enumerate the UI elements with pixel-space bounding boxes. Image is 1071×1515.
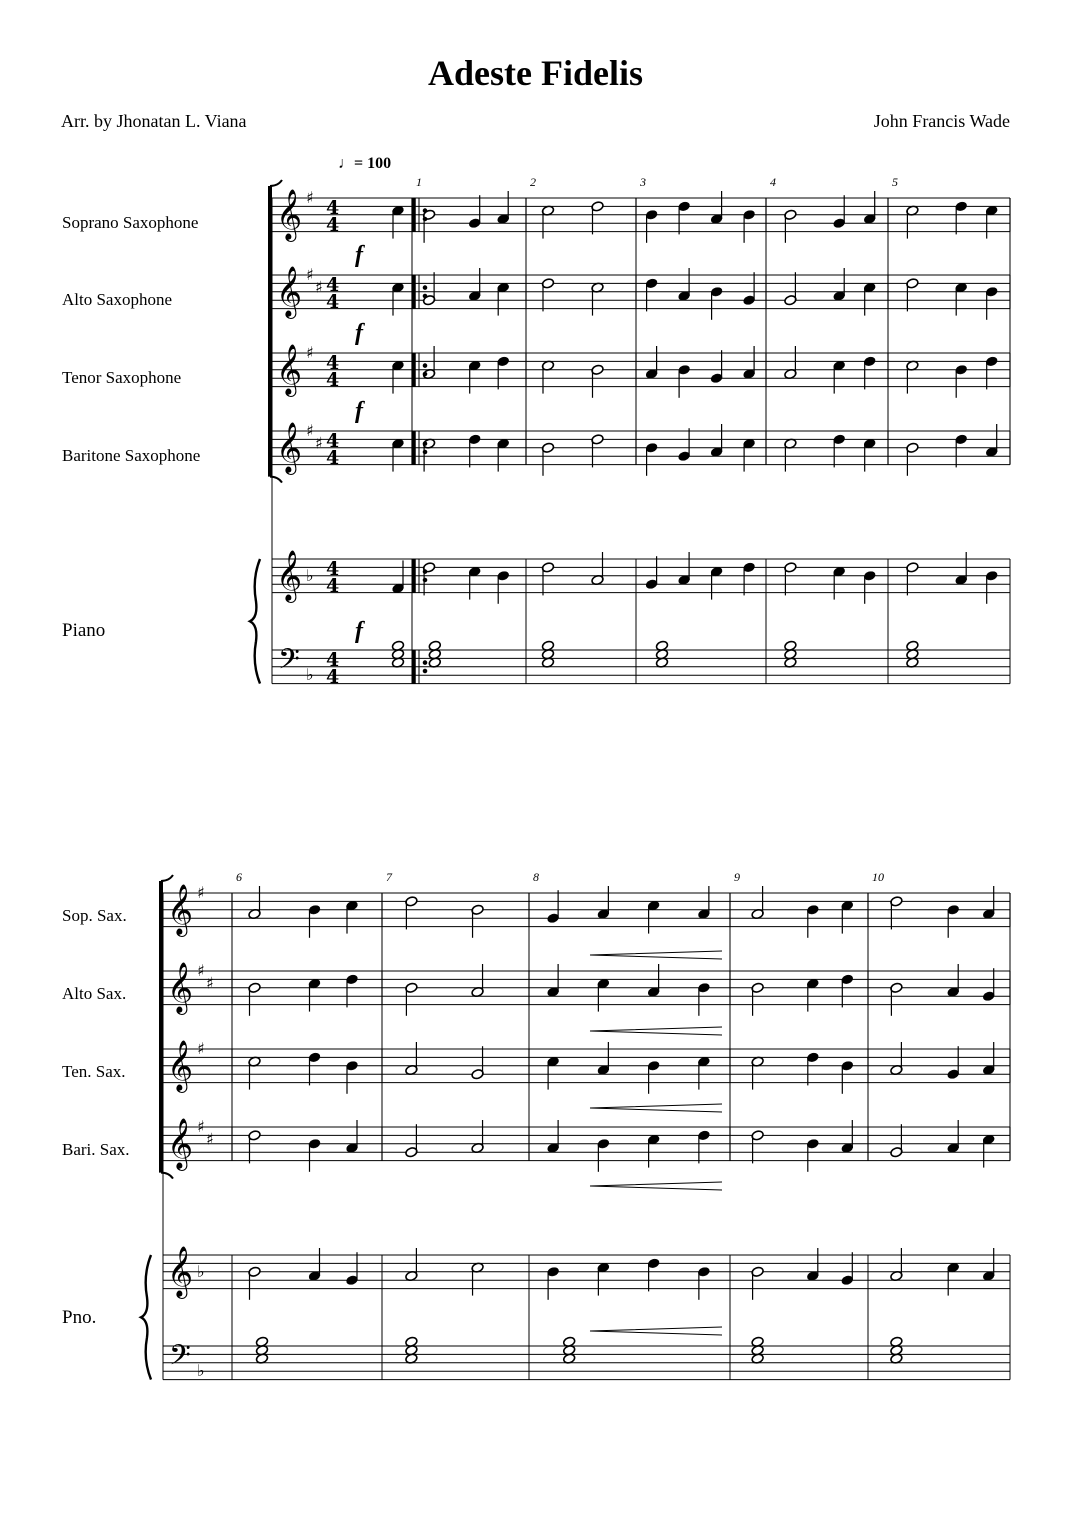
measure-number: 8 — [533, 870, 539, 884]
measure-number: 10 — [872, 870, 884, 884]
time-signature-denominator: 4 — [326, 369, 340, 391]
time-signature-denominator: 4 — [326, 575, 340, 597]
composer-credit: John Francis Wade — [873, 111, 1010, 131]
instrument-name-tenor: Tenor Saxophone — [62, 368, 182, 387]
measure-number: 2 — [530, 175, 536, 189]
sharp-icon: ♯ — [306, 343, 314, 362]
repeat-dot — [423, 669, 427, 673]
repeat-dot — [423, 661, 427, 665]
instrument-name-baritone: Baritone Saxophone — [62, 446, 201, 465]
treble-clef-icon: 𝄞 — [276, 422, 303, 473]
measure-number: 9 — [734, 870, 740, 884]
sharp-icon: ♯ — [306, 265, 314, 284]
instrument-short-tenor: Ten. Sax. — [62, 1062, 126, 1081]
time-signature-numerator: 4 — [326, 274, 340, 296]
sharp-icon: ♯ — [197, 1039, 205, 1058]
bass-clef-icon: 𝄢 — [278, 643, 300, 683]
treble-clef-icon: 𝄞 — [276, 344, 303, 395]
sharp-icon: ♯ — [197, 961, 205, 980]
flat-icon: ♭ — [197, 1361, 205, 1381]
repeat-dot — [423, 578, 427, 582]
time-signature-numerator: 4 — [326, 197, 340, 219]
bracket-top — [161, 875, 173, 881]
sharp-icon: ♯ — [315, 277, 323, 297]
repeat-dot — [423, 364, 427, 368]
sharp-icon: ♯ — [197, 883, 205, 902]
time-signature-numerator: 4 — [326, 558, 340, 580]
crescendo-hairpin — [590, 1027, 722, 1035]
sharp-icon: ♯ — [197, 1117, 205, 1136]
measure-number: 4 — [770, 175, 776, 189]
treble-clef-icon: 𝄞 — [167, 962, 194, 1013]
time-signature-denominator: 4 — [326, 214, 340, 236]
repeat-dot — [423, 286, 427, 290]
measure-number: 6 — [236, 870, 242, 884]
dynamic-forte: f — [355, 320, 363, 346]
flat-icon: ♭ — [197, 1261, 205, 1281]
crescendo-hairpin — [590, 951, 722, 959]
repeat-dot — [423, 372, 427, 376]
instrument-short-baritone: Bari. Sax. — [62, 1140, 130, 1159]
treble-clef-icon: 𝄞 — [167, 1246, 194, 1297]
treble-clef-icon: 𝄞 — [276, 550, 303, 601]
time-signature-numerator: 4 — [326, 430, 340, 452]
repeat-dot — [423, 294, 427, 298]
instrument-name-alto: Alto Saxophone — [62, 290, 173, 309]
bass-clef-icon: 𝄢 — [169, 1339, 191, 1379]
dynamic-forte: f — [355, 398, 363, 424]
instrument-short-soprano: Sop. Sax. — [62, 906, 127, 925]
measure-number: 7 — [386, 870, 392, 884]
measure-number: 3 — [640, 175, 646, 189]
crescendo-hairpin — [590, 1327, 722, 1335]
treble-clef-icon: 𝄞 — [167, 1118, 194, 1169]
repeat-dot — [423, 570, 427, 574]
dynamic-forte: f — [355, 242, 363, 268]
sharp-icon: ♯ — [206, 1129, 214, 1149]
time-signature-denominator: 4 — [326, 666, 340, 688]
sharp-icon: ♯ — [306, 421, 314, 440]
time-signature-numerator: 4 — [326, 352, 340, 374]
repeat-dot — [423, 442, 427, 446]
treble-clef-icon: 𝄞 — [167, 884, 194, 935]
time-signature-denominator: 4 — [326, 291, 340, 313]
treble-clef-icon: 𝄞 — [276, 189, 303, 240]
bracket-top — [270, 180, 282, 186]
tempo-text: = 100 — [354, 155, 392, 172]
quarter-note-icon: ♩ — [338, 155, 354, 172]
sharp-icon: ♯ — [206, 973, 214, 993]
instrument-name-piano: Piano — [62, 620, 106, 641]
score-title: Adeste Fidelis — [428, 53, 643, 93]
time-signature-numerator: 4 — [326, 649, 340, 671]
repeat-dot — [423, 450, 427, 454]
dynamic-forte: f — [355, 618, 363, 644]
sharp-icon: ♯ — [315, 433, 323, 453]
measure-number: 1 — [416, 175, 422, 189]
instrument-short-piano: Pno. — [62, 1307, 97, 1328]
crescendo-hairpin — [590, 1182, 722, 1190]
measure-number: 5 — [892, 175, 898, 189]
piano-brace — [141, 1255, 151, 1380]
time-signature-denominator: 4 — [326, 447, 340, 469]
repeat-dot — [423, 209, 427, 213]
flat-icon: ♭ — [306, 565, 314, 585]
treble-clef-icon: 𝄞 — [167, 1040, 194, 1091]
instrument-short-alto: Alto Sax. — [62, 984, 127, 1003]
instrument-name-soprano: Soprano Saxophone — [62, 213, 199, 232]
sharp-icon: ♯ — [306, 188, 314, 207]
arranger-credit: Arr. by Jhonatan L. Viana — [61, 111, 247, 131]
repeat-dot — [423, 217, 427, 221]
flat-icon: ♭ — [306, 665, 314, 685]
piano-brace — [250, 559, 260, 684]
treble-clef-icon: 𝄞 — [276, 266, 303, 317]
crescendo-hairpin — [590, 1104, 722, 1112]
